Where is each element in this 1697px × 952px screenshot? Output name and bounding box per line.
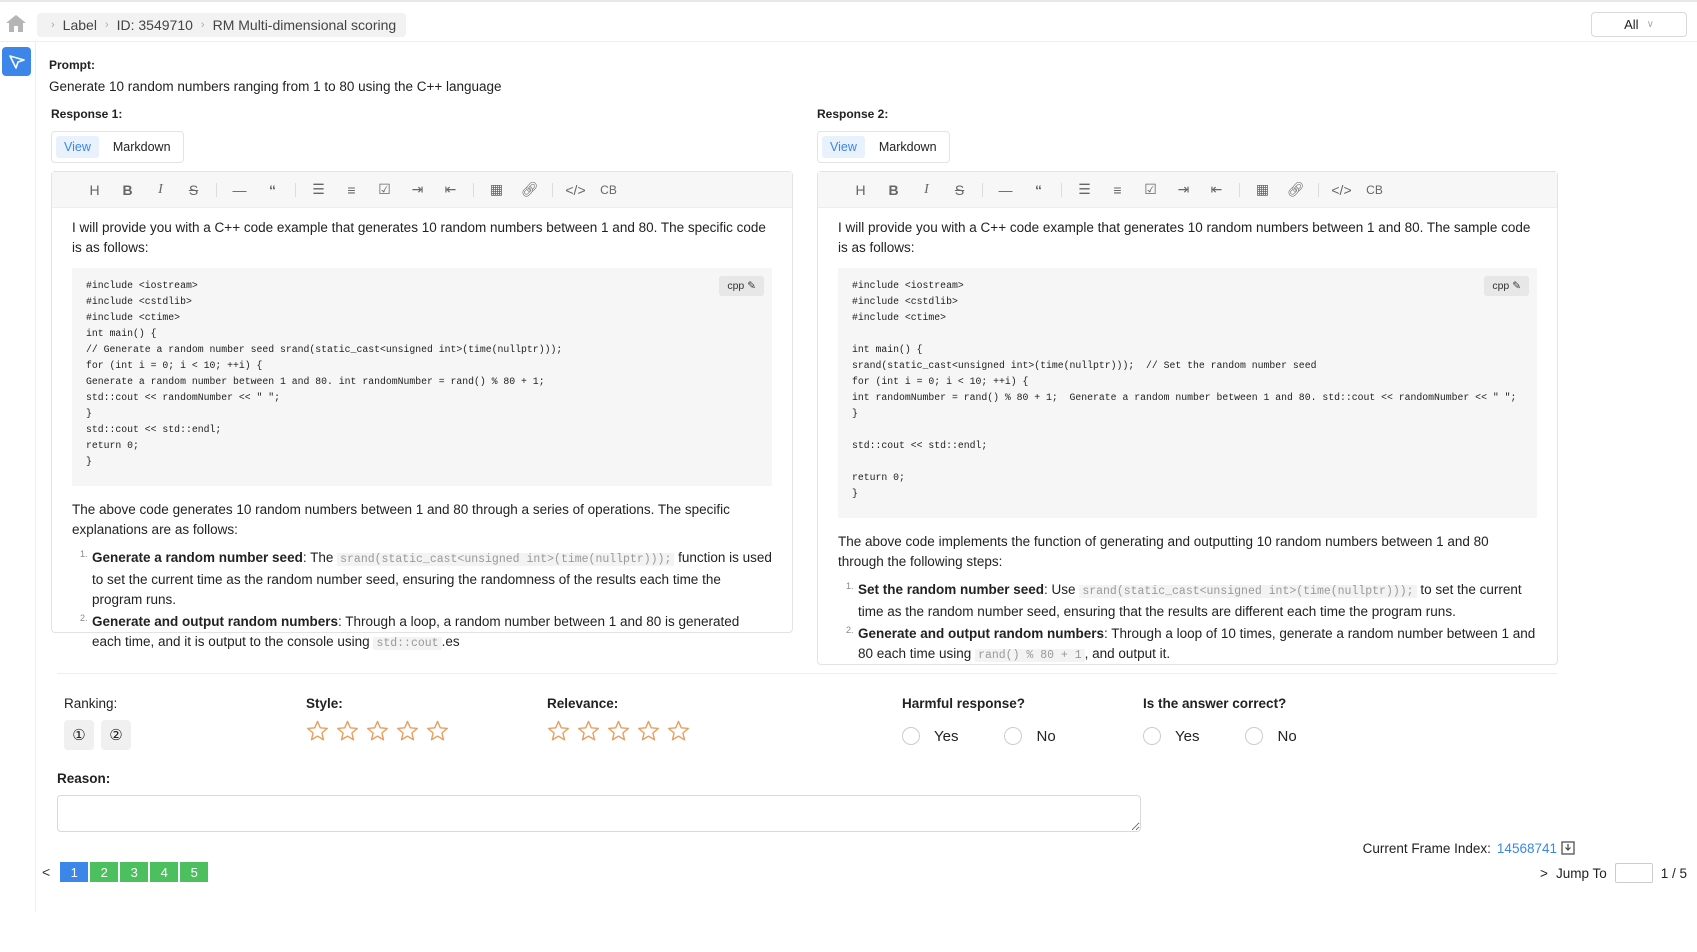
heading-icon[interactable]: H xyxy=(89,181,100,198)
outdent-icon[interactable]: ⇤ xyxy=(444,181,457,197)
toolbar-divider xyxy=(552,183,553,197)
section-divider xyxy=(57,673,1557,674)
response-intro: I will provide you with a C++ code example that generates 10 random numbers between 1 and 80. The specific code is as follows: xyxy=(72,220,766,255)
home-icon[interactable] xyxy=(6,15,26,32)
star-icon[interactable] xyxy=(306,720,329,742)
correct-yes-radio[interactable] xyxy=(1143,727,1161,745)
page-button[interactable]: 1 xyxy=(60,862,88,882)
bullet-list-icon[interactable]: ☰ xyxy=(1078,181,1091,197)
style-label: Style: xyxy=(306,696,343,711)
star-icon[interactable] xyxy=(547,720,570,742)
toolbar-divider xyxy=(1061,183,1062,197)
rank-option-1[interactable]: ① xyxy=(64,720,94,750)
page-count: 1 / 5 xyxy=(1660,865,1687,881)
page-button[interactable]: 4 xyxy=(150,862,178,882)
link-icon[interactable]: 🔗︎ xyxy=(520,181,539,197)
harmful-yes-radio[interactable] xyxy=(902,727,920,745)
page-button[interactable]: 2 xyxy=(90,862,118,882)
code-block xyxy=(72,268,772,486)
star-icon[interactable] xyxy=(366,720,389,742)
editor xyxy=(51,171,793,650)
response-explanation: The above code generates 10 random numbers between 1 and 80 through a series of operations. The specific explanations are as follows: xyxy=(72,502,730,537)
ordered-list-icon[interactable]: ≡ xyxy=(1113,181,1122,198)
prompt-label: Prompt: xyxy=(49,58,95,72)
editor-content[interactable] xyxy=(52,208,792,666)
checklist-icon[interactable]: ☑ xyxy=(1144,181,1157,197)
steps-list xyxy=(72,548,772,654)
frame-index-label: Current Frame Index: xyxy=(1362,841,1491,856)
tab-view[interactable]: View xyxy=(822,136,865,158)
jump-to xyxy=(1540,863,1687,883)
response-explanation: The above code implements the function of generating and outputting 10 random numbers between 1 and 80 through the following steps: xyxy=(838,534,1489,569)
italic-icon[interactable]: I xyxy=(158,181,163,197)
breadcrumb-item[interactable]: Label xyxy=(62,17,97,33)
chevron-down-icon: ∨ xyxy=(1646,19,1654,30)
code-text: #include <iostream> #include <cstdlib> #include <ctime> int main() { // Generate a random number seed srand(static_cast<unsigned int>(time(nullptr))); for (int i = 0; i < 10; ++i) { Generate a random number between 1 and 80. int randomNumber = rand() % 80 + 1; std::cout << randomNumber << " "; } std::cout << std::endl; return 0; } xyxy=(86,280,563,467)
code-block xyxy=(838,268,1537,518)
rank-option-2[interactable]: ② xyxy=(101,720,131,750)
bold-icon[interactable]: B xyxy=(122,181,133,198)
toolbar-divider xyxy=(1318,183,1319,197)
tab-view[interactable]: View xyxy=(56,136,99,158)
pagination xyxy=(42,862,210,882)
star-icon[interactable] xyxy=(336,720,359,742)
bold-icon[interactable]: B xyxy=(888,181,899,198)
harmful-radio-group xyxy=(902,727,1056,745)
outdent-icon[interactable]: ⇤ xyxy=(1210,181,1223,197)
correct-label: Is the answer correct? xyxy=(1143,696,1287,711)
list-item: 2. Generate and output random numbers: Through a loop of 10 times, generate a random number between 1 and 80 each time using rand() % 80 + 1 , and output it. xyxy=(846,625,1536,662)
editor-toolbar xyxy=(818,172,1557,208)
harmful-yes-label[interactable]: Yes xyxy=(934,727,959,745)
correct-no-label[interactable]: No xyxy=(1277,727,1297,745)
chevron-right-icon: › xyxy=(104,19,109,31)
breadcrumb xyxy=(37,13,406,37)
steps-list xyxy=(838,580,1537,666)
correct-radio-group xyxy=(1143,727,1297,745)
code-block-icon[interactable]: CB xyxy=(1366,182,1383,197)
ranking-label: Ranking: xyxy=(64,696,118,711)
toolbar-divider xyxy=(295,183,296,197)
list-item: 1. Set the random number seed: Use srand(static_cast<unsigned int>(time(nullptr))); to set the current time as the random number seed, ensuring that the results are different each time the program runs. xyxy=(846,581,1522,619)
bullet-list-icon[interactable]: ☰ xyxy=(312,181,325,197)
toolbar-divider xyxy=(216,183,217,197)
frame-index xyxy=(1363,841,1557,856)
list-item: 1. Generate a random number seed: The srand(static_cast<unsigned int>(time(nullptr))); function is used to set the current time as the random number seed, ensuring the randomness of the results each time the program runs. xyxy=(80,549,772,607)
relevance-rating xyxy=(547,720,690,742)
correct-yes-label[interactable]: Yes xyxy=(1175,727,1200,745)
quote-icon[interactable]: “ xyxy=(269,181,276,198)
footer xyxy=(0,835,1697,952)
editor-toolbar xyxy=(52,172,792,208)
harmful-no-radio[interactable] xyxy=(1004,727,1022,745)
response-label: Response 2: xyxy=(817,107,889,121)
code-icon[interactable]: </> xyxy=(1331,181,1352,198)
hr-icon[interactable]: — xyxy=(232,181,247,198)
filter-select[interactable] xyxy=(1591,12,1687,37)
chevron-right-icon[interactable]: > xyxy=(1540,865,1548,881)
table-icon[interactable]: ▦ xyxy=(1255,181,1270,197)
response-1-panel xyxy=(51,107,793,650)
strikethrough-icon[interactable]: S xyxy=(188,181,199,198)
send-button[interactable] xyxy=(2,47,31,76)
response-label: Response 1: xyxy=(51,107,123,121)
style-rating xyxy=(306,720,449,742)
list-item: 2. Generate and output random numbers: Through a loop, a random number between 1 and 80 is generated each time, and it is output to the console using std::cout .es xyxy=(80,613,740,650)
ordered-list-icon[interactable]: ≡ xyxy=(347,181,356,198)
jump-label: Jump To xyxy=(1555,865,1607,881)
table-icon[interactable]: ▦ xyxy=(489,181,504,197)
response-intro: I will provide you with a C++ code example that generates 10 random numbers between 1 and 80. The sample code is as follows: xyxy=(838,220,1531,255)
relevance-label: Relevance: xyxy=(547,696,619,711)
editor-content[interactable] xyxy=(818,208,1557,678)
harmful-no-label[interactable]: No xyxy=(1036,727,1056,745)
toolbar-divider xyxy=(1239,183,1240,197)
tab-markdown[interactable]: Markdown xyxy=(878,140,937,154)
breadcrumb-item[interactable]: ID: 3549710 xyxy=(116,17,193,33)
star-icon[interactable] xyxy=(426,720,449,742)
correct-no-radio[interactable] xyxy=(1245,727,1263,745)
page-button[interactable]: 5 xyxy=(180,862,208,882)
download-icon[interactable] xyxy=(1561,841,1575,855)
star-icon[interactable] xyxy=(577,720,600,742)
editor xyxy=(817,171,1558,665)
page-button[interactable]: 3 xyxy=(120,862,148,882)
star-icon[interactable] xyxy=(607,720,630,742)
checklist-icon[interactable]: ☑ xyxy=(378,181,391,197)
toolbar-divider xyxy=(473,183,474,197)
star-icon[interactable] xyxy=(396,720,419,742)
chevron-right-icon: › xyxy=(200,19,205,31)
tab-markdown[interactable]: Markdown xyxy=(112,140,171,154)
hr-icon[interactable]: — xyxy=(998,181,1013,198)
frame-index-value[interactable]: 14568741 xyxy=(1496,841,1557,856)
toolbar-divider xyxy=(982,183,983,197)
code-lang-badge[interactable]: cpp ✎ xyxy=(719,276,764,296)
filter-value: All xyxy=(1624,17,1639,32)
breadcrumb-item: RM Multi-dimensional scoring xyxy=(212,17,397,33)
link-icon[interactable]: 🔗︎ xyxy=(1286,181,1305,197)
response-2-panel xyxy=(817,107,1558,662)
code-lang-badge[interactable]: cpp ✎ xyxy=(1484,276,1529,296)
code-block-icon[interactable]: CB xyxy=(600,182,617,197)
indent-icon[interactable]: ⇥ xyxy=(411,181,424,197)
top-bar xyxy=(0,0,1697,42)
view-tabs xyxy=(51,131,184,163)
strikethrough-icon[interactable]: S xyxy=(954,181,965,198)
send-icon xyxy=(9,54,25,70)
quote-icon[interactable]: “ xyxy=(1035,181,1042,198)
left-rail xyxy=(0,42,36,912)
harmful-label: Harmful response? xyxy=(902,696,1026,711)
reason-label: Reason: xyxy=(57,771,111,786)
view-tabs xyxy=(817,131,950,163)
reason-input[interactable] xyxy=(57,795,1141,832)
heading-icon[interactable]: H xyxy=(855,181,866,198)
indent-icon[interactable]: ⇥ xyxy=(1177,181,1190,197)
code-icon[interactable]: </> xyxy=(565,181,586,198)
code-text: #include <iostream> #include <cstdlib> #include <ctime> int main() { srand(static_cast<unsigned int>(time(nullptr))); // Set the random number seed for (int i = 0; i < 10; ++i) { int randomNumber = rand() % 80 + 1; Generate a random number between 1 and 80. std::cout << randomNumber << " "; } std::cout << std::endl; return 0; } xyxy=(852,280,1517,499)
star-icon[interactable] xyxy=(667,720,690,742)
jump-input[interactable] xyxy=(1615,863,1653,883)
star-icon[interactable] xyxy=(637,720,660,742)
chevron-right-icon: › xyxy=(51,19,55,31)
italic-icon[interactable]: I xyxy=(924,181,929,197)
prompt-text: Generate 10 random numbers ranging from 1 to 80 using the C++ language xyxy=(49,79,502,94)
chevron-left-icon[interactable]: < xyxy=(42,864,51,880)
